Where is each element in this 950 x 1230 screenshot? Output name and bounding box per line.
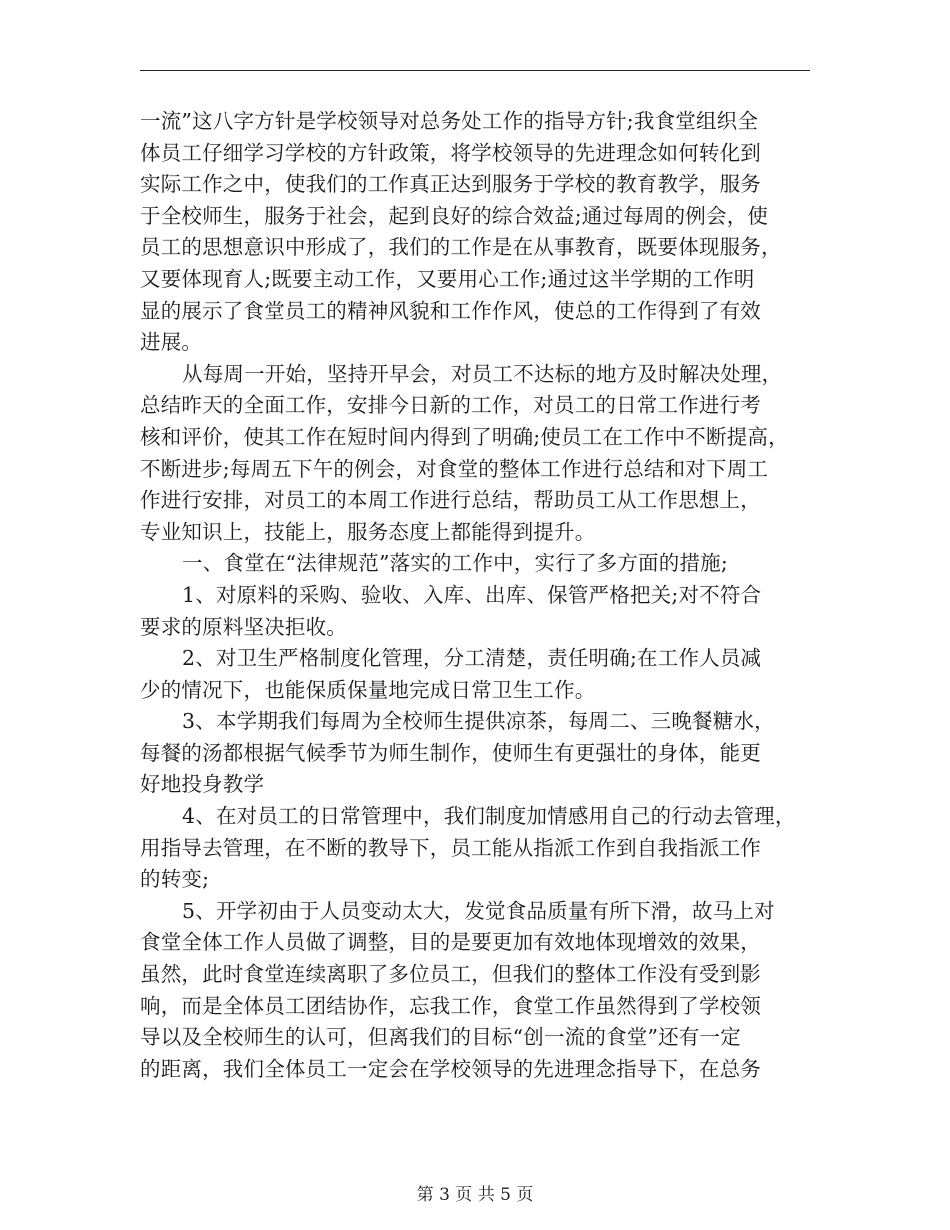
page-number-footer: 第 3 页 共 5 页 xyxy=(416,1185,534,1205)
text-line: 的转变; xyxy=(140,867,210,892)
text-line: 显的展示了食堂员工的精神风貌和工作作风，使总的工作得到了有效 xyxy=(140,298,761,323)
text-line: 进展。 xyxy=(140,330,203,355)
text-line: 响，而是全体员工团结协作，忘我工作，食堂工作虽然得到了学校领 xyxy=(140,993,761,1018)
text-line: 专业知识上，技能上，服务态度上都能得到提升。 xyxy=(140,519,596,544)
text-line: 5、开学初由于人员变动太大，发觉食品质量有所下滑，故马上对 xyxy=(182,898,775,923)
text-line: 用指导去管理，在不断的教导下，员工能从指派工作到自我指派工作 xyxy=(140,835,761,860)
text-line: 1、对原料的采购、验收、入库、出库、保管严格把关;对不符合 xyxy=(182,582,762,607)
text-line: 不断进步;每周五下午的例会，对食堂的整体工作进行总结和对下周工 xyxy=(140,456,769,481)
text-line: 食堂全体工作人员做了调整，目的是要更加有效地体现增效的效果， xyxy=(140,930,761,955)
text-line: 的距离，我们全体员工一定会在学校领导的先进理念指导下，在总务 xyxy=(140,1056,761,1081)
text-line: 总结昨天的全面工作，安排今日新的工作，对员工的日常工作进行考 xyxy=(140,393,761,418)
text-line: 4、在对员工的日常管理中，我们制度加情感用自己的行动去管理， xyxy=(182,804,796,829)
text-line: 体员工仔细学习学校的方针政策，将学校领导的先进理念如何转化到 xyxy=(140,140,761,165)
text-line: 员工的思想意识中形成了，我们的工作是在从事教育，既要体现服务， xyxy=(140,235,782,260)
text-line: 2、对卫生严格制度化管理，分工清楚，责任明确;在工作人员减 xyxy=(182,646,762,671)
text-line: 从每周一开始，坚持开早会，对员工不达标的地方及时解决处理， xyxy=(182,361,783,386)
text-line: 实际工作之中，使我们的工作真正达到服务于学校的教育教学，服务 xyxy=(140,172,761,197)
text-line: 核和评价，使其工作在短时间内得到了明确;使员工在工作中不断提高， xyxy=(140,424,789,449)
header-divider xyxy=(140,70,810,71)
text-line: 一流”这八字方针是学校领导对总务处工作的指导方针;我食堂组织全 xyxy=(140,109,759,133)
text-line: 导以及全校师生的认可，但离我们的目标“创一流的食堂”还有一定 xyxy=(140,1025,741,1050)
text-line: 少的情况下，也能保质保量地完成日常卫生工作。 xyxy=(140,677,596,702)
text-line: 一、食堂在“法律规范”落实的工作中，实行了多方面的措施; xyxy=(182,551,728,576)
text-line: 要求的原料坚决拒收。 xyxy=(140,614,347,639)
text-line: 3、本学期我们每周为全校师生提供凉茶，每周二、三晚餐糖水， xyxy=(182,709,775,734)
text-line: 虽然，此时食堂连续离职了多位员工，但我们的整体工作没有受到影 xyxy=(140,962,761,987)
text-line: 好地投身教学 xyxy=(140,772,265,797)
document-body xyxy=(140,106,820,1085)
text-line: 作进行安排，对员工的本周工作进行总结，帮助员工从工作思想上， xyxy=(140,488,761,513)
text-line: 于全校师生，服务于社会，起到良好的综合效益;通过每周的例会，使 xyxy=(140,203,769,228)
text-line: 每餐的汤都根据气候季节为师生制作，使师生有更强壮的身体，能更 xyxy=(140,740,761,765)
text-line: 又要体现育人;既要主动工作，又要用心工作;通过这半学期的工作明 xyxy=(140,266,755,291)
